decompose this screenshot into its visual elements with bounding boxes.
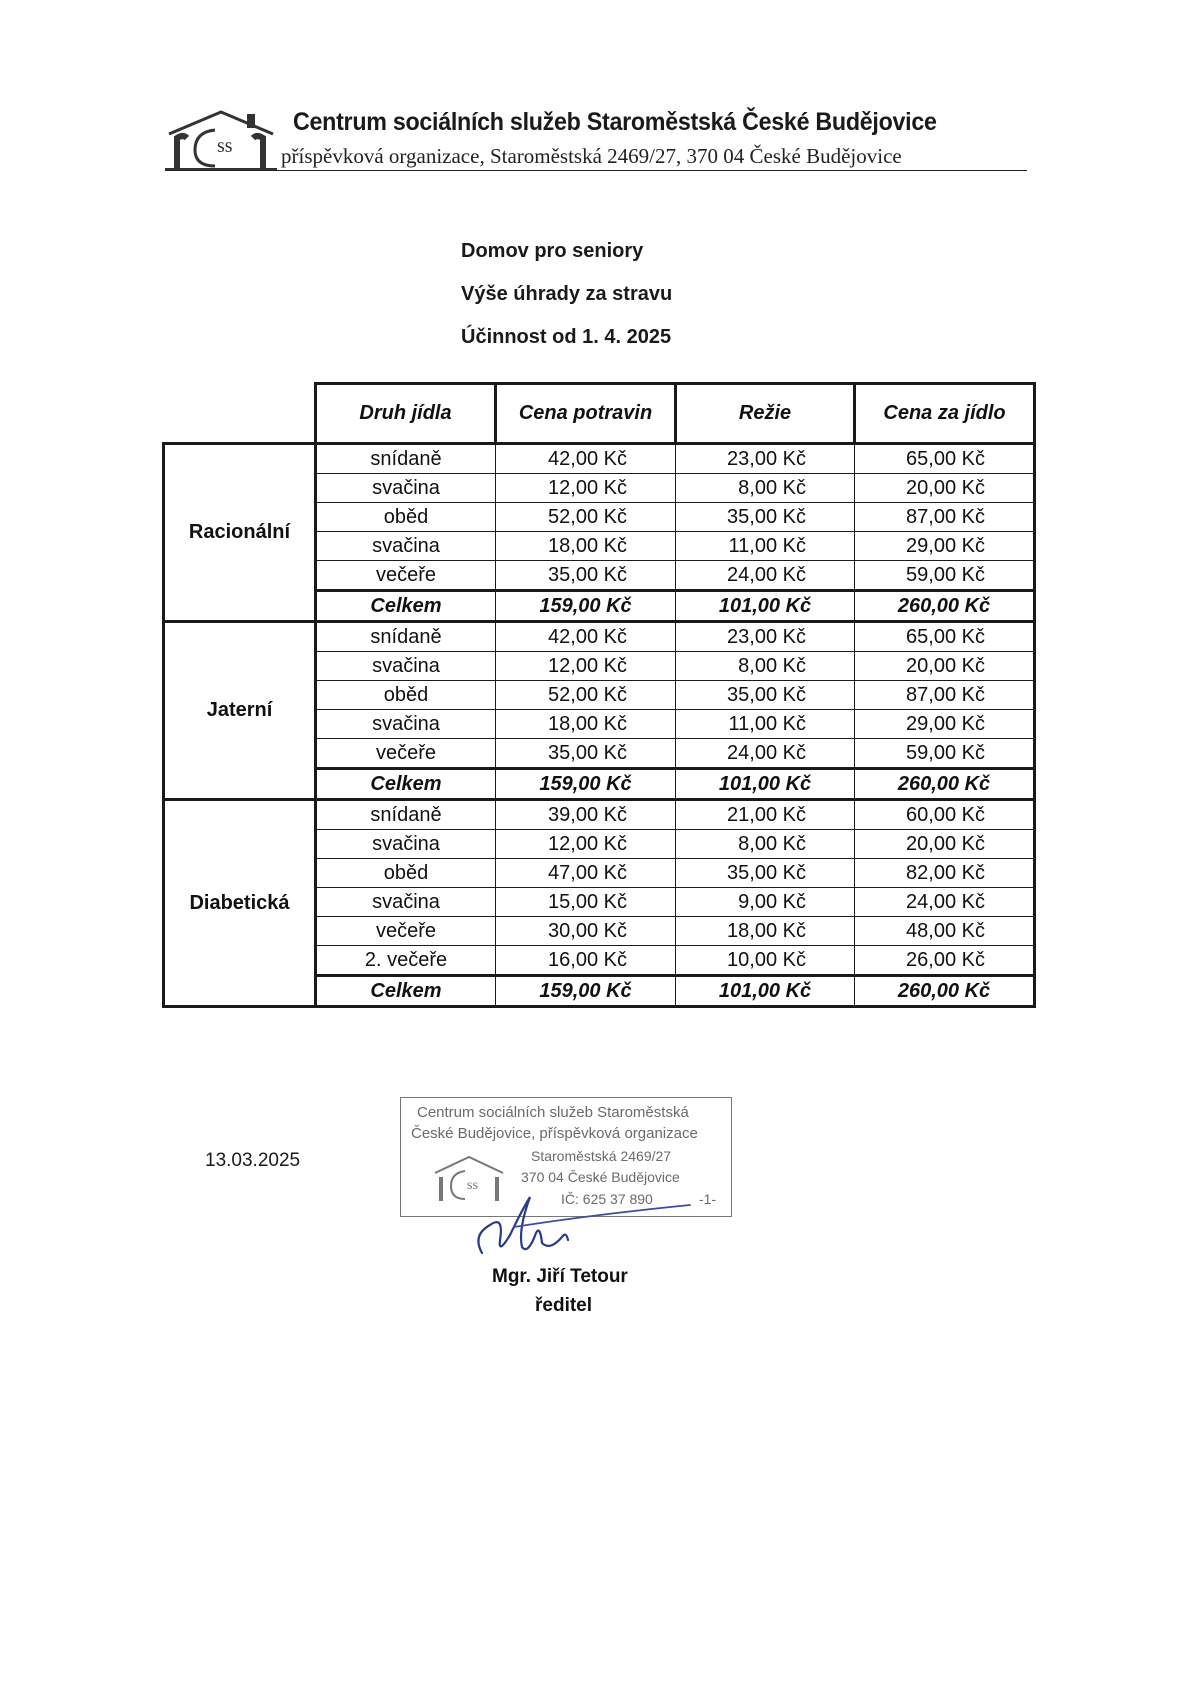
food-cost-cell: 18,00 Kč bbox=[496, 532, 676, 561]
meal-price-cell: 65,00 Kč bbox=[855, 622, 1035, 652]
meal-price-cell: 48,00 Kč bbox=[855, 917, 1035, 946]
overhead-cell: 10,00 Kč bbox=[676, 946, 855, 976]
meal-price-cell: 29,00 Kč bbox=[855, 532, 1035, 561]
food-cost-cell: 12,00 Kč bbox=[496, 652, 676, 681]
stamp-line-5: IČ: 625 37 890 bbox=[561, 1191, 653, 1207]
stamp-line-2: České Budějovice, příspěvková organizace bbox=[411, 1125, 698, 1142]
table-row bbox=[164, 800, 1035, 830]
food-cost-cell: 159,00 Kč bbox=[496, 591, 676, 622]
column-header-meal-type: Druh jídla bbox=[316, 384, 496, 444]
column-header-food-cost: Cena potravin bbox=[496, 384, 676, 444]
overhead-cell: 18,00 Kč bbox=[676, 917, 855, 946]
meal-price-cell: 26,00 Kč bbox=[855, 946, 1035, 976]
food-cost-cell: 159,00 Kč bbox=[496, 976, 676, 1007]
meal-type-cell: snídaně bbox=[316, 800, 496, 830]
stamp-line-4: 370 04 České Budějovice bbox=[521, 1169, 680, 1185]
overhead-cell: 23,00 Kč bbox=[676, 622, 855, 652]
meal-price-cell: 65,00 Kč bbox=[855, 444, 1035, 474]
diet-group-label: Jaterní bbox=[164, 622, 316, 800]
food-cost-cell: 52,00 Kč bbox=[496, 681, 676, 710]
meal-price-cell: 82,00 Kč bbox=[855, 859, 1035, 888]
meal-price-cell: 20,00 Kč bbox=[855, 830, 1035, 859]
meal-price-cell: 29,00 Kč bbox=[855, 710, 1035, 739]
meal-price-table bbox=[162, 382, 1036, 1008]
overhead-cell: 23,00 Kč bbox=[676, 444, 855, 474]
overhead-cell: 35,00 Kč bbox=[676, 859, 855, 888]
meal-type-cell: Celkem bbox=[316, 976, 496, 1007]
letterhead-divider bbox=[165, 170, 1027, 171]
stamp-page-number: -1- bbox=[699, 1191, 717, 1207]
overhead-cell: 11,00 Kč bbox=[676, 532, 855, 561]
meal-type-cell: večeře bbox=[316, 561, 496, 591]
meal-type-cell: 2. večeře bbox=[316, 946, 496, 976]
diet-group-label: Racionální bbox=[164, 444, 316, 622]
overhead-cell: 21,00 Kč bbox=[676, 800, 855, 830]
document-heading-facility: Domov pro seniory bbox=[461, 240, 644, 262]
table-row bbox=[164, 622, 1035, 652]
meal-type-cell: večeře bbox=[316, 739, 496, 769]
organization-name: Centrum sociálních služeb Staroměstská České Budějovice bbox=[293, 108, 937, 136]
meal-price-cell: 24,00 Kč bbox=[855, 888, 1035, 917]
overhead-cell: 101,00 Kč bbox=[676, 591, 855, 622]
meal-type-cell: oběd bbox=[316, 681, 496, 710]
food-cost-cell: 16,00 Kč bbox=[496, 946, 676, 976]
overhead-cell: 11,00 Kč bbox=[676, 710, 855, 739]
food-cost-cell: 42,00 Kč bbox=[496, 622, 676, 652]
food-cost-cell: 35,00 Kč bbox=[496, 739, 676, 769]
meal-type-cell: svačina bbox=[316, 652, 496, 681]
table-header-row bbox=[164, 384, 1035, 444]
meal-type-cell: oběd bbox=[316, 859, 496, 888]
diet-group-label: Diabetická bbox=[164, 800, 316, 1007]
meal-type-cell: svačina bbox=[316, 830, 496, 859]
overhead-cell: 101,00 Kč bbox=[676, 976, 855, 1007]
signer-name: Mgr. Jiří Tetour bbox=[492, 1266, 628, 1287]
meal-type-cell: svačina bbox=[316, 474, 496, 503]
meal-price-cell: 59,00 Kč bbox=[855, 739, 1035, 769]
overhead-cell: 101,00 Kč bbox=[676, 769, 855, 800]
letterhead bbox=[165, 100, 1027, 172]
food-cost-cell: 12,00 Kč bbox=[496, 474, 676, 503]
food-cost-cell: 18,00 Kč bbox=[496, 710, 676, 739]
meal-type-cell: večeře bbox=[316, 917, 496, 946]
meal-type-cell: snídaně bbox=[316, 444, 496, 474]
overhead-cell: 24,00 Kč bbox=[676, 561, 855, 591]
overhead-cell: 8,00 Kč bbox=[676, 830, 855, 859]
meal-price-cell: 20,00 Kč bbox=[855, 474, 1035, 503]
food-cost-cell: 42,00 Kč bbox=[496, 444, 676, 474]
document-date: 13.03.2025 bbox=[205, 1150, 301, 1171]
table-row bbox=[164, 444, 1035, 474]
meal-price-cell: 260,00 Kč bbox=[855, 769, 1035, 800]
meal-type-cell: Celkem bbox=[316, 591, 496, 622]
table-header-blank bbox=[164, 384, 316, 444]
overhead-cell: 35,00 Kč bbox=[676, 681, 855, 710]
meal-price-cell: 260,00 Kč bbox=[855, 591, 1035, 622]
meal-price-cell: 60,00 Kč bbox=[855, 800, 1035, 830]
meal-price-cell: 20,00 Kč bbox=[855, 652, 1035, 681]
overhead-cell: 8,00 Kč bbox=[676, 652, 855, 681]
column-header-overhead: Režie bbox=[676, 384, 855, 444]
document-heading-title: Výše úhrady za stravu bbox=[461, 283, 673, 305]
food-cost-cell: 15,00 Kč bbox=[496, 888, 676, 917]
handwritten-signature bbox=[470, 1185, 700, 1260]
meal-price-cell: 87,00 Kč bbox=[855, 681, 1035, 710]
food-cost-cell: 35,00 Kč bbox=[496, 561, 676, 591]
meal-type-cell: snídaně bbox=[316, 622, 496, 652]
overhead-cell: 8,00 Kč bbox=[676, 474, 855, 503]
meal-type-cell: Celkem bbox=[316, 769, 496, 800]
food-cost-cell: 30,00 Kč bbox=[496, 917, 676, 946]
meal-type-cell: svačina bbox=[316, 710, 496, 739]
column-header-meal-price: Cena za jídlo bbox=[855, 384, 1035, 444]
svg-text:ss: ss bbox=[467, 1178, 478, 1193]
overhead-cell: 35,00 Kč bbox=[676, 503, 855, 532]
document-heading-effective-date: Účinnost od 1. 4. 2025 bbox=[461, 326, 672, 348]
meal-type-cell: oběd bbox=[316, 503, 496, 532]
food-cost-cell: 12,00 Kč bbox=[496, 830, 676, 859]
svg-text:ss: ss bbox=[217, 135, 233, 157]
meal-price-cell: 59,00 Kč bbox=[855, 561, 1035, 591]
meal-price-cell: 87,00 Kč bbox=[855, 503, 1035, 532]
overhead-cell: 9,00 Kč bbox=[676, 888, 855, 917]
signer-role: ředitel bbox=[535, 1295, 593, 1316]
food-cost-cell: 159,00 Kč bbox=[496, 769, 676, 800]
meal-price-cell: 260,00 Kč bbox=[855, 976, 1035, 1007]
overhead-cell: 24,00 Kč bbox=[676, 739, 855, 769]
food-cost-cell: 39,00 Kč bbox=[496, 800, 676, 830]
stamp-line-1: Centrum sociálních služeb Staroměstská bbox=[417, 1104, 689, 1121]
organization-logo-icon bbox=[165, 108, 277, 170]
organization-address: příspěvková organizace, Staroměstská 2469/27, 370 04 České Budějovice bbox=[281, 144, 902, 168]
food-cost-cell: 47,00 Kč bbox=[496, 859, 676, 888]
food-cost-cell: 52,00 Kč bbox=[496, 503, 676, 532]
stamp-line-3: Staroměstská 2469/27 bbox=[531, 1148, 672, 1164]
meal-type-cell: svačina bbox=[316, 888, 496, 917]
meal-type-cell: svačina bbox=[316, 532, 496, 561]
